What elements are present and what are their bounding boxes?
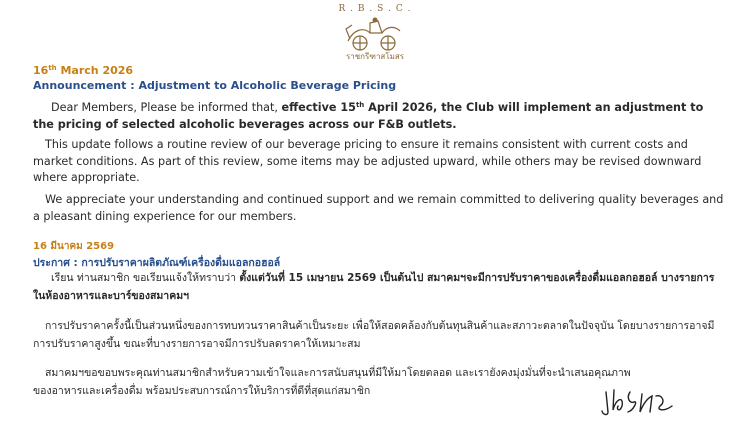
thai-paragraph-1: เรียน ท่านสมาชิก ขอเรียนแจ้งให้ทราบว่า ตั้งแต่วันที่ 15 เมษายน 2569 เป็นต้นไป สมาคมฯจะมีการปรับราคาของเครื่องดื่มแอลกอฮอล์ บางรายการในห้องอาหารและบาร์ของสมาคมฯ [33,272,715,302]
english-date: 16th March 2026 [33,64,134,77]
signature [600,384,680,422]
thai-paragraph-2: การปรับราคาครั้งนี้เป็นส่วนหนึ่งของการทบทวนราคาสินค้าเป็นระยะ เพื่อให้สอดคล้องกับต้นทุนสินค้าและสภาวะตลาดในปัจจุบัน โดยบางรายการอาจมีการปรับราคาสูงขึ้น ขณะที่บางรายการอาจมีการปรับลดราคาให้เหมาะสม [33,320,715,350]
thai-effective-date-statement: ตั้งแต่วันที่ 15 เมษายน 2569 เป็นต้นไป สมาคมฯจะมีการปรับราคาของเครื่องดื่มแอลกอฮอล์ บางรายการในห้องอาหารและบาร์ของสมาคมฯ [33,272,715,302]
english-paragraph-2: This update follows a routine review of our beverage pricing to ensure it remains consistent with current costs and market conditions. As part of this review, some items may be adjusted upward, while others may be revised downward where appropriate. [33,138,702,184]
logo-thai-name: ราชกรีฑาสโมสร [345,52,405,61]
logo-initials: R . B . S . C . [338,4,412,14]
carriage-emblem-icon [342,15,408,53]
thai-paragraph-3: สมาคมฯขอขอบพระคุณท่านสมาชิกสำหรับความเข้าใจและการสนับสนุนที่มีให้มาโดยตลอด และเรายังคงมุ่งมั่นที่จะนำเสนอคุณภาพ ของอาหารและเครื่องดื่ม พร้อมประสบการณ์การให้บริการที่ดีที่สุดแก่สมาชิก [33,367,631,397]
english-paragraph-1: Dear Members, Please be informed that, effective 15th April 2026, the Club will implement an adjustment to the pricing of selected alcoholic beverages across our F&B outlets. [33,101,704,131]
english-paragraph-3: We appreciate your understanding and continued support and we remain committed to delivering quality beverages and a pleasant dining experience for our members. [33,193,724,223]
club-logo [322,4,428,64]
thai-date: 16 มีนาคม 2569 [33,241,115,252]
english-announcement-title: Announcement : Adjustment to Alcoholic Beverage Pricing [33,79,397,92]
thai-announcement-title: ประกาศ : การปรับราคาผลิตภัณฑ์เครื่องดื่มแอลกอฮอล์ [33,257,281,269]
effective-date-statement: effective 15th April 2026, the Club will implement an adjustment to the pricing of selected alcoholic beverages across our F&B outlets. [33,101,704,131]
